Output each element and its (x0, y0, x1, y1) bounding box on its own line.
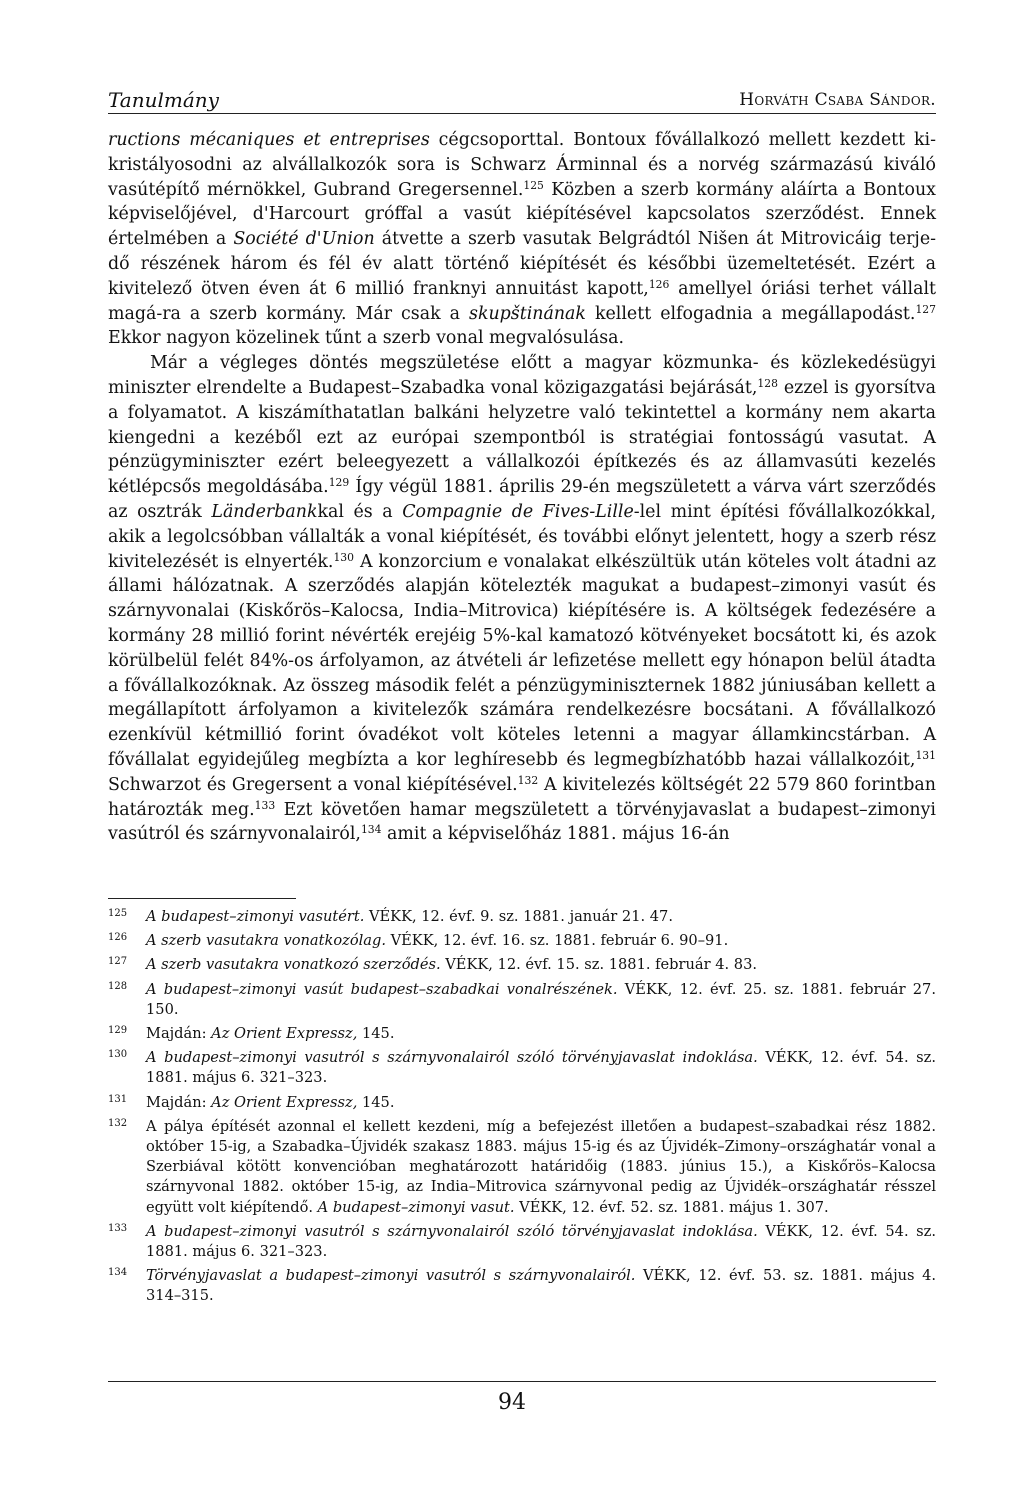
text-run: Schwarzot és Gregersent a vonal kiépítésével. (108, 774, 518, 795)
text-run: -lel mint építési fővállalkozókkal, akik a legolcsóbban vállalták a vonal kiépítését, és további előnyt jelentett, hogy a szerb rész kivitelezését is elnyerték. (108, 501, 936, 572)
text-run: VÉKK, 12. évf. 16. sz. 1881. február 6. 90–91. (385, 932, 729, 950)
italic-text: Compagnie de Fives-Lille (402, 501, 634, 522)
text-run: Közben a szerb kormány aláírta a Bontoux képviselőjével, d'Harcourt gróffal a vasút kiépítésével kapcsolatos szerződést. Ennek értelmében a (108, 179, 936, 250)
footnote-number: 128 (108, 980, 128, 992)
text-run: Már a végleges döntés megszületése előtt a magyar közmunka- és közlekedésügyi miniszter elrendelte a Budapest–Szabadka vonal közigazgatási bejárását, (108, 353, 936, 398)
footnote-number: 126 (108, 932, 128, 944)
italic-text: Az Orient Expressz, (211, 1025, 358, 1043)
footnote (108, 1222, 936, 1262)
header-rule (108, 113, 936, 114)
text-run: VÉKK, 12. évf. 9. sz. 1881. január 21. 47. (364, 908, 673, 925)
text-run: A konzorcium e vonalakat elkészültük után köteles volt átadni az állami hálózatnak. A szerződés alapján kötelezték magukat a budapest–zimonyi vasút és szárnyvonalai (Kiskőrös–Kalocsa, India–Mitrovica) kiépítésére is. A költségek fedezésére a kormány 28 millió forint névérték erejéig 5%-kal kamatozó kötvényeket bocsátott ki, és azok körülbelül felét 84%-os árfolyamon, az átvételi ár lefizetése mellett egy hónapon belül átadta a fővállalkozóknak. Az összeg második felét a pénzügyminiszternek 1882 júniusában kellett a megállapított árfolyamon a kivitelezők számára rendelkezésre bocsátani. A fővállalkozó ezenkívül kétmillió forint óvadékot volt köteles letenni a magyar államkincstárban. A fővállalat egyidejűleg megbízta a kor leghíresebb és legmegbízhatóbb hazai vállalkozóit, (108, 551, 937, 770)
text-run: VÉKK, 12. évf. 54. sz. 1881. május 6. 321–323. (146, 1222, 936, 1261)
text-run: Ezt követően hamar megszületett a törvényjavaslat a budapest–zimonyi vasútról és szárnyvonalairól, (108, 799, 936, 845)
footnote-ref: 126 (648, 277, 670, 291)
footnote-ref: 134 (360, 823, 382, 837)
body-text (108, 128, 936, 847)
text-run: Ekkor nagyon közelinek tűnt a szerb vonal megvalósulása. (108, 328, 625, 349)
footnote-number: 125 (108, 908, 128, 919)
footnote-ref: 129 (328, 476, 350, 490)
text-run: Majdán: (146, 1093, 212, 1111)
italic-text: A budapest–zimonyi vasutról s szárnyvonalairól szóló törvényjavaslat indoklása. (146, 1222, 758, 1240)
footnote-rule (108, 898, 296, 899)
italic-text: A budapest–zimonyi vasút budapest–szabadkai vonalrészének. (146, 980, 618, 998)
paragraph (108, 128, 936, 351)
text-run: VÉKK, 12. évf. 25. sz. 1881. február 27. 150. (146, 980, 936, 1018)
footnote-number: 129 (108, 1025, 128, 1037)
footnote (108, 1117, 936, 1218)
footnote (108, 907, 936, 927)
footnote-ref: 125 (523, 178, 544, 192)
footnote-number: 130 (108, 1049, 128, 1061)
footnote-number: 127 (108, 956, 128, 968)
footnote (108, 955, 936, 975)
text-run: A pálya építését azonnal el kellett kezdeni, míg a befejezést illetően a budapest–szabadkai rész 1882. október 15-ig, a Szabadka–Újvidék szakasz 1883. május 15-ig és az Újvidék–Zimony–országhatár vonal a Szerbiával kötött konvencióban meghatározott határidőig (1883. június 15.), a Kiskőrös–Kalocsa szárnyvonal 1882. október 15-ig, az India–Mitrovica szárnyvonal pedig az Újvidék–országhatár résszel együtt volt kiépítendő. (146, 1117, 936, 1216)
italic-text: A szerb vasutakra vonatkozó szerződés. (146, 956, 441, 974)
text-run: 145. (357, 1025, 395, 1043)
footnote-ref: 130 (333, 550, 355, 564)
text-run: VÉKK, 12. évf. 15. sz. 1881. február 4. 83. (440, 956, 757, 974)
italic-text: Société d'Union (233, 229, 375, 250)
running-header (108, 88, 936, 114)
italic-text: A budapest–zimonyi vasut. (317, 1198, 515, 1216)
footnote (108, 1093, 936, 1113)
italic-text: A budapest–zimonyi vasutról s szárnyvonalairól szóló törvényjavaslat indoklása. (146, 1049, 758, 1067)
section-title: Tanulmány (108, 88, 219, 112)
paragraph (108, 351, 936, 847)
text-run: ezzel is gyorsítva a folyamatot. A kiszámíthatatlan balkáni helyzetre való tekintettel a kormány nem akarta kiengedni a kezéből ezt az európai szempontból is stratégiai fontosságú vasutat. A pénzügyminiszter ezért beleegyezett a vállalkozói építkezés és az államvasúti kezelés kétlépcsős megoldásába. (108, 377, 936, 498)
footnote-number: 132 (108, 1117, 128, 1129)
author-name: Horváth Csaba Sándor. (739, 90, 936, 110)
footnote-ref: 128 (757, 377, 778, 391)
footnote (108, 1024, 936, 1044)
footnote-ref: 133 (254, 798, 276, 812)
footnote-number: 134 (108, 1267, 128, 1279)
text-run: amit a képviselőház 1881. május 16-án (381, 824, 730, 845)
text-run: 145. (357, 1093, 395, 1111)
text-run: kellett elfogadnia a megállapodást. (585, 303, 916, 324)
footnote (108, 980, 936, 1020)
footnotes (108, 907, 936, 1311)
italic-text: A budapest–zimonyi vasutért. (146, 908, 365, 925)
text-run: Majdán: (146, 1025, 212, 1043)
text-run: A kivitelezés költségét 22 579 860 forintban határozták meg. (108, 774, 936, 820)
italic-text: ructions mécaniques et entreprises (108, 130, 430, 150)
bottom-rule (108, 1381, 936, 1382)
footnote-ref: 132 (517, 773, 539, 787)
page-number: 94 (498, 1390, 526, 1415)
text-run: Így végül 1881. április 29-én megszületett a várva várt szerződés az osztrák (108, 477, 936, 522)
italic-text: A szerb vasutakra vonatkozólag. (146, 932, 386, 950)
italic-text: skupštinának (469, 303, 586, 324)
text-run: cégcsoporttal. Bontoux fővállalkozó mellett kezdett ki-kristályosodni az alvállalkozók sora is Schwarz Árminnal és a norvég származású kiváló vasútépítő mérnökkel, Gubrand Gregersennel. (108, 130, 936, 200)
footnote-ref: 127 (915, 302, 936, 316)
text-run: VÉKK, 12. évf. 53. sz. 1881. május 4. 314–315. (146, 1267, 936, 1305)
italic-text: Länderbank (211, 501, 318, 522)
footnote-number: 131 (108, 1093, 128, 1105)
text-run: VÉKK, 12. évf. 52. sz. 1881. május 1. 307. (514, 1198, 829, 1216)
italic-text: Törvényjavaslat a budapest–zimonyi vasutról s szárnyvonalairól. (146, 1267, 636, 1285)
text-run: kal és a (317, 501, 403, 522)
footnote (108, 1048, 936, 1088)
footnote-number: 133 (108, 1222, 128, 1234)
text-run: amellyel óriási terhet vállalt magá-ra a szerb kormány. Már csak a (108, 278, 937, 324)
italic-text: Az Orient Expressz, (211, 1093, 358, 1111)
footnote-ref: 131 (915, 749, 936, 762)
footnote (108, 1266, 936, 1306)
text-run: átvette a szerb vasutak Belgrádtól Nišen át Mitrovicáig terje-dő részének három és fél év alatt történő kiépítését és későbbi üzemeltetését. Ezért a kivitelező ötven éven át 6 millió franknyi annuitást kapott, (108, 229, 936, 299)
footnote (108, 931, 936, 951)
text-run: VÉKK, 12. évf. 54. sz. 1881. május 6. 321–323. (146, 1049, 936, 1087)
